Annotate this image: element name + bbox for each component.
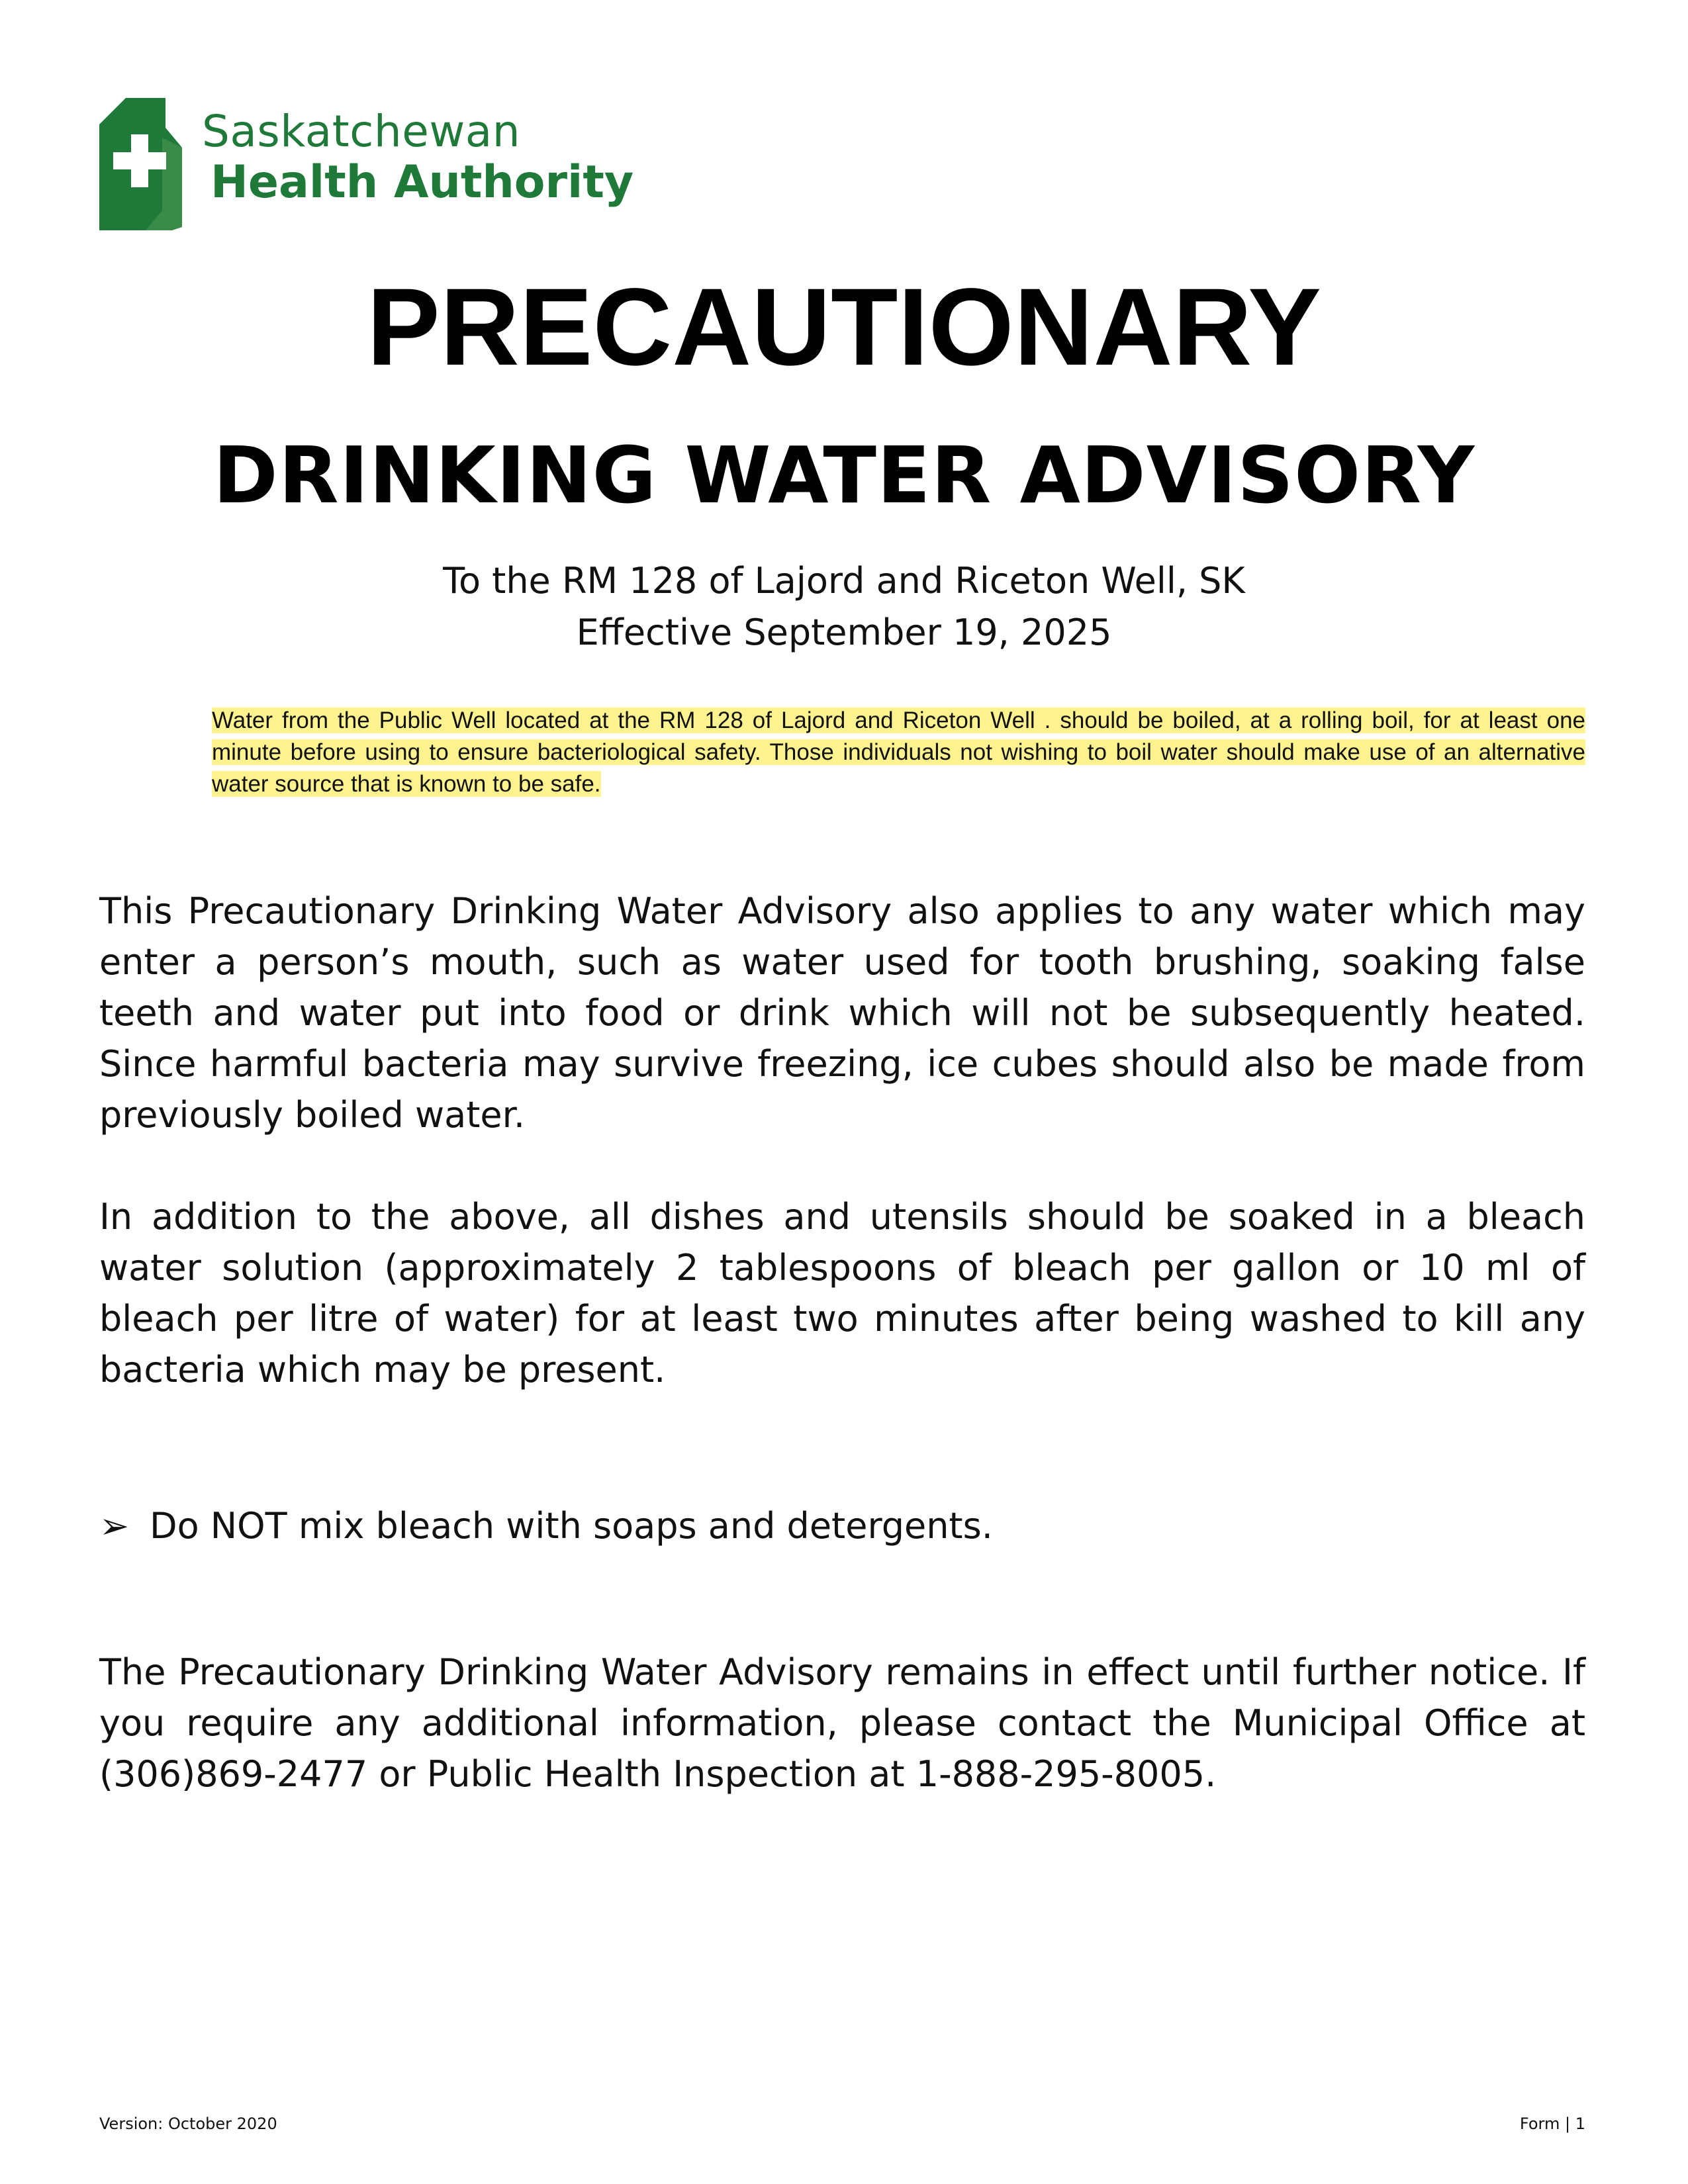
- recipient-line: To the RM 128 of Lajord and Riceton Well, SK: [443, 560, 1245, 602]
- bleach-warning: [99, 1500, 1585, 1551]
- paragraph-dishes: In addition to the above, all dishes and utensils should be soaked in a bleach water solution (approximately 2 tablespoons of bleach per gallon or 10 ml of bleach per litre of water) for at least two minutes after being washed to kill any bacteria which may be present.: [99, 1196, 1585, 1390]
- footer-page-number: Form | 1: [1519, 2115, 1585, 2133]
- logo-text-org: Saskatchewan: [202, 106, 521, 157]
- boil-water-notice-text: Water from the Public Well located at the RM 128 of Lajord and Riceton Well . should be boiled, at a rolling boil, for at least one minute before using to ensure bacteriological safety. Those individuals not wishing to boil water should make use of an alternative water source that is known to be safe.: [212, 707, 1585, 797]
- sha-logo: [99, 98, 634, 230]
- effective-date: Effective September 19, 2025: [576, 612, 1112, 653]
- medical-cross-icon: [99, 98, 182, 230]
- arrow-bullet-icon: ➢: [99, 1505, 130, 1547]
- footer-version: Version: October 2020: [99, 2115, 277, 2133]
- boil-water-notice: [212, 705, 1585, 800]
- paragraph-contact: The Precautionary Drinking Water Advisory remains in effect until further notice. If you require any additional information, please contact the Municipal Office at (306)869-2477 or Public Health Inspection at 1-888-295-8005.: [99, 1651, 1585, 1795]
- bleach-warning-text: Do NOT mix bleach with soaps and detergents.: [150, 1505, 993, 1547]
- page-title-advisory: DRINKING WATER ADVISORY: [212, 430, 1476, 521]
- logo-text-authority: Health Authority: [211, 156, 634, 208]
- paragraph-scope: This Precautionary Drinking Water Advisory also applies to any water which may enter a person’s mouth, such as water used for tooth brushing, soaking false teeth and water put into food or drink which will not be subsequently heated. Since harmful bacteria may survive freezing, ice cubes should also be made from previously boiled water.: [99, 890, 1585, 1136]
- page-title-precautionary: PRECAUTIONARY: [367, 266, 1321, 388]
